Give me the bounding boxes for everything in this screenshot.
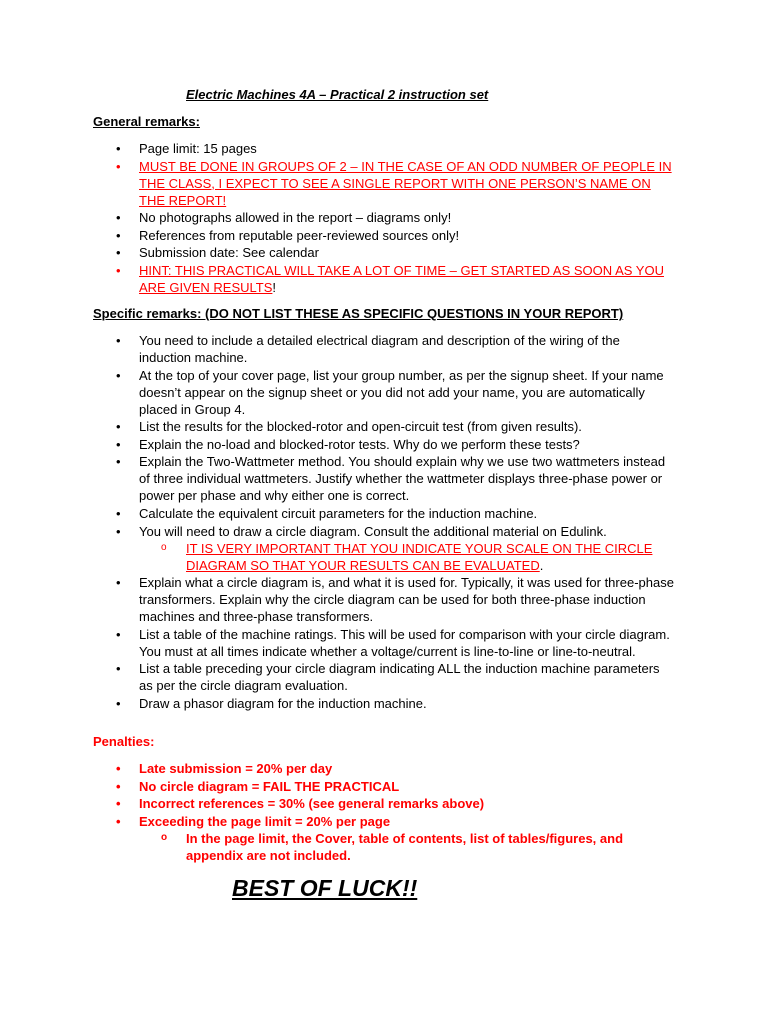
closing-message: BEST OF LUCK!!	[232, 875, 418, 901]
list-item	[114, 244, 674, 261]
list-item	[114, 574, 674, 625]
list-item	[114, 626, 674, 660]
item-text: Explain what a circle diagram is, and what it is used for. Typically, it was used for three-phase transformers. Explain why the circle diagram can be used for both three-phase induction machines and three-phase transformers.	[139, 575, 674, 625]
sublist	[139, 540, 674, 574]
item-text: Calculate the equivalent circuit parameters for the induction machine.	[139, 505, 538, 521]
subitem-text: IT IS VERY IMPORTANT THAT YOU INDICATE YOUR SCALE ON THE CIRCLE DIAGRAM SO THAT YOUR RESULTS CAN BE EVALUATED	[186, 540, 653, 573]
subitem-suffix: .	[539, 557, 544, 573]
list-item	[114, 332, 674, 366]
list-item	[114, 367, 674, 418]
list-item	[114, 140, 674, 157]
item-text: Page limit: 15 pages	[139, 141, 257, 156]
item-text: List the results for the blocked-rotor and open-circuit test (from given results).	[139, 419, 582, 435]
list-item	[114, 523, 674, 574]
list-item	[114, 813, 674, 864]
item-text: Submission date: See calendar	[139, 245, 319, 261]
item-text: Exceeding the page limit = 20% per page	[139, 813, 391, 829]
penalties-list	[114, 760, 674, 864]
item-text: No photographs allowed in the report – diagrams only!	[139, 210, 452, 226]
item-text: List a table preceding your circle diagram indicating ALL the induction machine parameters as per the circle diagram evaluation.	[139, 661, 660, 694]
item-suffix: !	[272, 279, 277, 295]
item-text: No circle diagram = FAIL THE PRACTICAL	[139, 778, 400, 794]
item-text: Draw a phasor diagram for the induction machine.	[139, 695, 427, 711]
item-text: You will need to draw a circle diagram. Consult the additional material on Edulink.	[139, 523, 607, 539]
item-text: Incorrect references = 30% (see general remarks above)	[139, 796, 485, 812]
item-text: Explain the no-load and blocked-rotor tests. Why do we perform these tests?	[139, 436, 580, 452]
sublist	[139, 830, 674, 864]
list-item	[114, 660, 674, 694]
general-remarks-list	[114, 140, 674, 297]
item-text: References from reputable peer-reviewed sources only!	[139, 227, 460, 243]
list-item	[114, 262, 674, 296]
general-remarks-heading: General remarks:	[93, 114, 200, 129]
item-text: HINT: THIS PRACTICAL WILL TAKE A LOT OF TIME – GET STARTED AS SOON AS YOU ARE GIVEN RESULTS	[139, 262, 664, 295]
specific-remarks-list	[114, 332, 674, 713]
list-item	[114, 795, 674, 812]
item-text: List a table of the machine ratings. This will be used for comparison with your circle diagram. You must at all times indicate whether a voltage/current is line-to-line or line-to-neutral.	[139, 626, 670, 659]
sublist-item	[139, 830, 674, 864]
list-item	[114, 436, 674, 453]
subitem-text: In the page limit, the Cover, table of contents, list of tables/figures, and appendix are not included.	[186, 830, 624, 863]
document-title: Electric Machines 4A – Practical 2 instruction set	[186, 87, 489, 102]
penalties-heading: Penalties:	[93, 734, 155, 749]
list-item	[114, 505, 674, 522]
item-text: At the top of your cover page, list your group number, as per the signup sheet. If your name doesn’t appear on the signup sheet or you did not add your name, you are automatically placed in Group 4.	[139, 367, 664, 417]
list-item	[114, 209, 674, 226]
item-text: MUST BE DONE IN GROUPS OF 2 – IN THE CASE OF AN ODD NUMBER OF PEOPLE IN THE CLASS, I EXPECT TO SEE A SINGLE REPORT WITH ONE PERSON’S NAME ON THE REPORT!	[139, 158, 672, 208]
sublist-item	[139, 540, 674, 574]
list-item	[114, 778, 674, 795]
list-item	[114, 453, 674, 504]
list-item	[114, 695, 674, 712]
list-item	[114, 418, 674, 435]
list-item	[114, 227, 674, 244]
list-item	[114, 760, 674, 777]
list-item	[114, 158, 674, 209]
item-text: You need to include a detailed electrical diagram and description of the wiring of the induction machine.	[139, 333, 620, 365]
specific-remarks-heading: Specific remarks: (DO NOT LIST THESE AS SPECIFIC QUESTIONS IN YOUR REPORT)	[93, 306, 624, 321]
item-text: Explain the Two-Wattmeter method. You should explain why we use two wattmeters instead of three individual wattmeters. Justify whether the wattmeter displays three-phase power or power per phase and why either one is correct.	[139, 454, 666, 504]
item-text: Late submission = 20% per day	[139, 761, 333, 776]
